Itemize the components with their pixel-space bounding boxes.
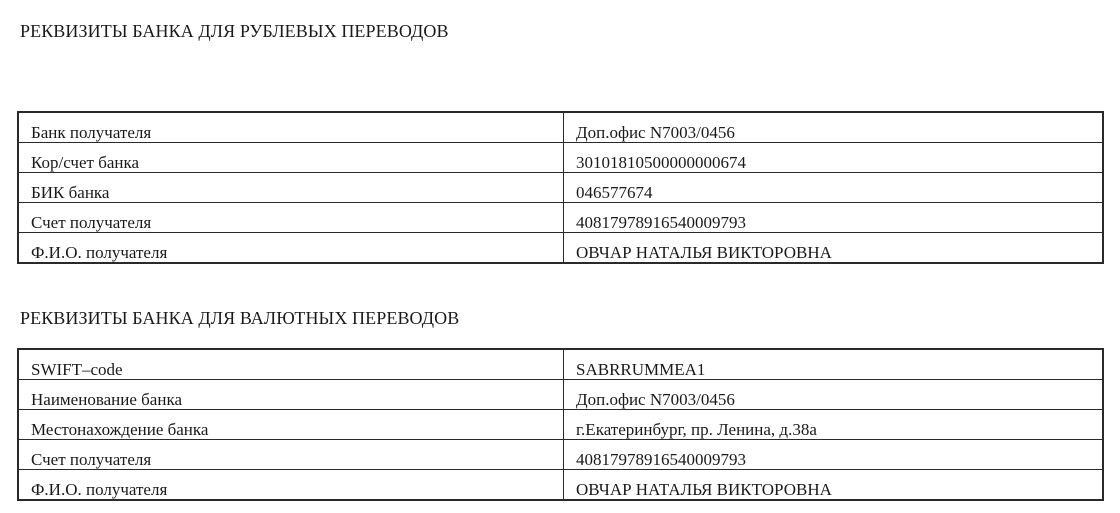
table-row	[18, 380, 1103, 410]
row-label: Наименование банка	[18, 380, 564, 410]
row-value: Доп.офис N7003/0456	[564, 380, 1104, 410]
row-label: Ф.И.О. получателя	[18, 233, 564, 264]
table-row	[18, 112, 1103, 143]
row-label: Банк получателя	[18, 112, 564, 143]
currency-section-title: РЕКВИЗИТЫ БАНКА ДЛЯ ВАЛЮТНЫХ ПЕРЕВОДОВ	[20, 308, 460, 328]
row-label: БИК банка	[18, 173, 564, 203]
table-row	[18, 203, 1103, 233]
rub-requisites-table	[17, 111, 1104, 264]
row-label: Ф.И.О. получателя	[18, 470, 564, 501]
table-row	[18, 410, 1103, 440]
table-row	[18, 143, 1103, 173]
table-row	[18, 440, 1103, 470]
row-label: Счет получателя	[18, 203, 564, 233]
rub-section-title: РЕКВИЗИТЫ БАНКА ДЛЯ РУБЛЕВЫХ ПЕРЕВОДОВ	[20, 21, 449, 41]
currency-requisites-table	[17, 348, 1104, 501]
row-label: Кор/счет банка	[18, 143, 564, 173]
row-value: Доп.офис N7003/0456	[564, 112, 1104, 143]
table-row	[18, 349, 1103, 380]
row-value: 40817978916540009793	[564, 440, 1104, 470]
table-row	[18, 173, 1103, 203]
row-value: ОВЧАР НАТАЛЬЯ ВИКТОРОВНА	[564, 233, 1104, 264]
row-label: Местонахождение банка	[18, 410, 564, 440]
table-row	[18, 233, 1103, 264]
row-value: ОВЧАР НАТАЛЬЯ ВИКТОРОВНА	[564, 470, 1104, 501]
row-value: г.Екатеринбург, пр. Ленина, д.38а	[564, 410, 1104, 440]
row-value: 046577674	[564, 173, 1104, 203]
row-label: SWIFT–code	[18, 349, 564, 380]
row-label: Счет получателя	[18, 440, 564, 470]
row-value: 40817978916540009793	[564, 203, 1104, 233]
row-value: SABRRUMMEA1	[564, 349, 1104, 380]
table-row	[18, 470, 1103, 501]
row-value: 30101810500000000674	[564, 143, 1104, 173]
